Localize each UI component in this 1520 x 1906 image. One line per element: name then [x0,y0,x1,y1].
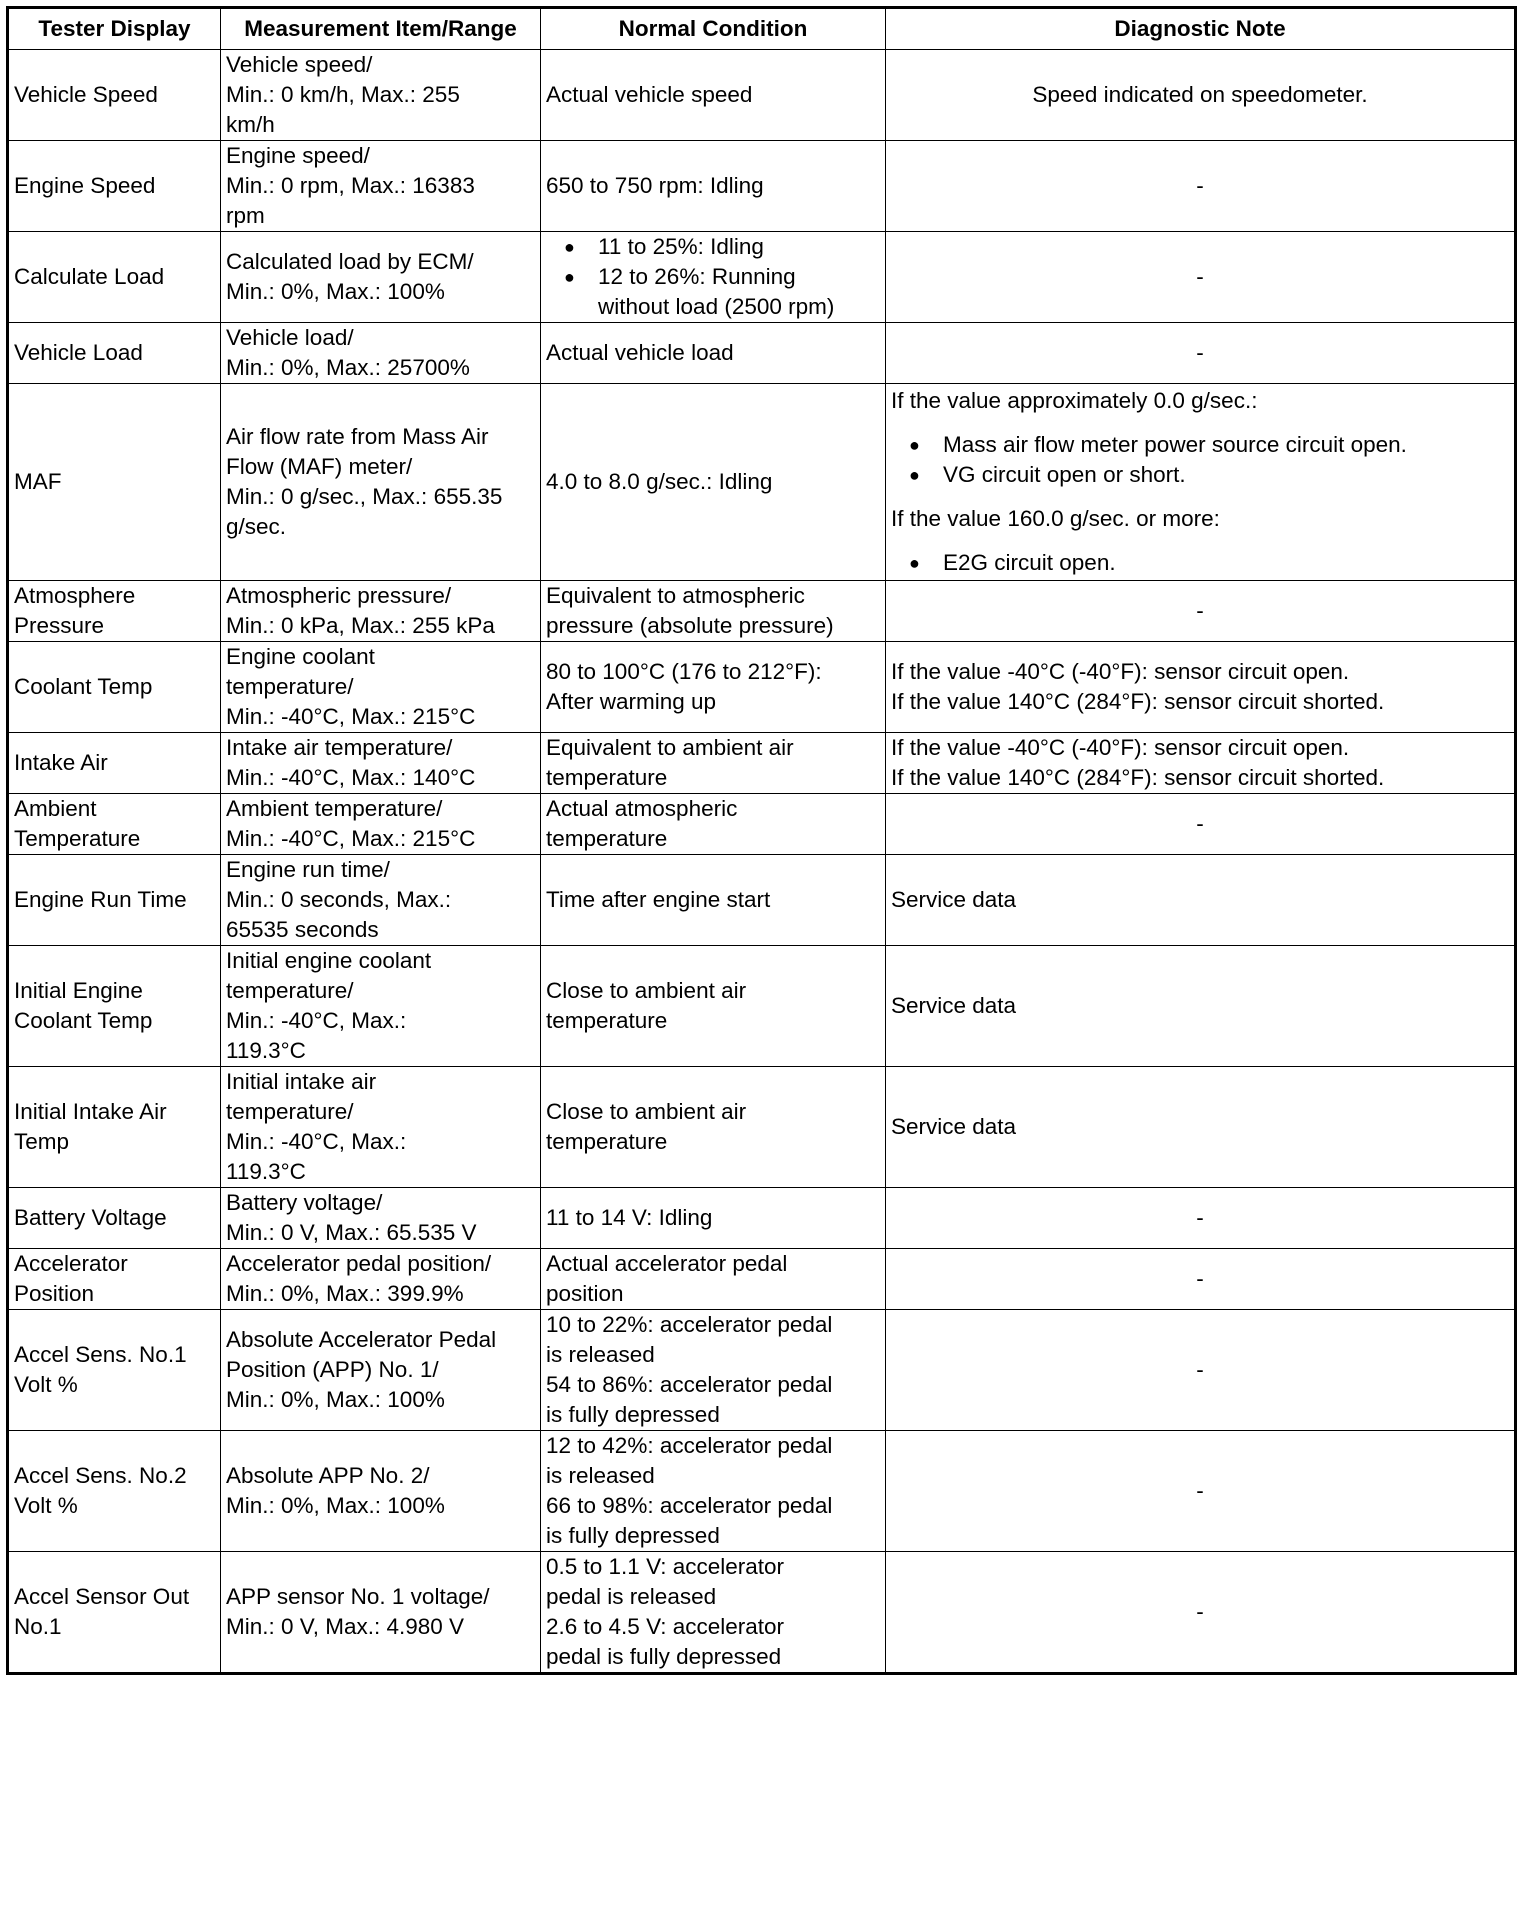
diagnostic-note-line: - [1196,264,1204,289]
measurement-item-line: Min.: 0 rpm, Max.: 16383 [226,173,475,198]
measurement-item-line: g/sec. [226,514,287,539]
measurement-item-line: Min.: 0%, Max.: 100% [226,1387,445,1412]
table-row [8,855,1516,946]
normal-condition-cell [541,141,886,232]
diagnostic-note-line: - [1196,1357,1204,1382]
measurement-item-line: 119.3°C [226,1038,306,1063]
diagnostic-note-cell [886,1067,1516,1188]
normal-condition-cell [541,1249,886,1310]
measurement-item-line: Accelerator pedal position/ [226,1251,492,1276]
diagnostic-note-line: Service data [891,1114,1017,1139]
normal-condition-line: Close to ambient air [546,978,747,1003]
diagnostic-note-line: If the value 140°C (284°F): sensor circuit shorted. [891,689,1385,714]
table-body [8,50,1516,1674]
measurement-item-line: Min.: 0 V, Max.: 65.535 V [226,1220,477,1245]
measurement-item-line: Position (APP) No. 1/ [226,1357,439,1382]
measurement-item-line: Min.: -40°C, Max.: [226,1008,407,1033]
diagnostic-note-line: Service data [891,993,1017,1018]
diagnostic-note-line: If the value 140°C (284°F): sensor circuit shorted. [891,765,1385,790]
tester-display-line: Accel Sensor Out [14,1584,190,1609]
tester-display-cell [8,855,221,946]
normal-condition-line: position [546,1281,624,1306]
tester-display-line: Vehicle Load [14,340,143,365]
tester-display-line: Coolant Temp [14,674,153,699]
measurement-item-line: Calculated load by ECM/ [226,249,474,274]
normal-condition-cell [541,1067,886,1188]
table-row [8,323,1516,384]
normal-condition-line: 66 to 98%: accelerator pedal [546,1493,833,1518]
measurement-item-line: Min.: 0%, Max.: 25700% [226,355,470,380]
measurement-item-line: Min.: -40°C, Max.: 215°C [226,826,476,851]
diagnostic-note-line: - [1196,340,1204,365]
measurement-item-line: Min.: -40°C, Max.: 215°C [226,704,476,729]
measurement-item-cell [221,1249,541,1310]
diagnostic-note-line: - [1196,1266,1204,1291]
tester-display-cell [8,232,221,323]
diagnostic-note-cell [886,794,1516,855]
diagnostic-note-cell [886,581,1516,642]
bullet-item: ● VG circuit open or short. [891,460,1509,490]
measurement-item-line: temperature/ [226,978,354,1003]
note-text: If the value 160.0 g/sec. or more: [891,506,1220,531]
table-row [8,642,1516,733]
tester-display-cell [8,642,221,733]
diagnostic-note-cell [886,232,1516,323]
data-list-table [6,6,1517,1675]
normal-condition-cell [541,794,886,855]
tester-display-line: Intake Air [14,750,108,775]
tester-display-cell [8,323,221,384]
measurement-item-cell [221,642,541,733]
normal-condition-line: After warming up [546,689,717,714]
tester-display-line: Volt % [14,1372,78,1397]
measurement-item-line: Min.: 0 V, Max.: 4.980 V [226,1614,465,1639]
measurement-item-cell [221,1431,541,1552]
normal-condition-cell [541,946,886,1067]
spacer [891,416,1509,430]
measurement-item-line: Min.: 0%, Max.: 100% [226,1493,445,1518]
diagnostic-note-line: - [1196,1599,1204,1624]
measurement-item-cell [221,1310,541,1431]
measurement-item-cell [221,733,541,794]
normal-condition-line: temperature [546,826,668,851]
measurement-item-line: Min.: 0 kPa, Max.: 255 kPa [226,613,495,638]
header-measurement-item: Measurement Item/Range [221,8,541,50]
measurement-item-line: Absolute Accelerator Pedal [226,1327,497,1352]
measurement-item-line: APP sensor No. 1 voltage/ [226,1584,490,1609]
table-row [8,232,1516,323]
table-row [8,141,1516,232]
normal-condition-line: is fully depressed [546,1402,720,1427]
normal-condition-line: is released [546,1463,655,1488]
tester-display-line: Engine Run Time [14,887,187,912]
normal-condition-line: 54 to 86%: accelerator pedal [546,1372,833,1397]
normal-condition-line: 4.0 to 8.0 g/sec.: Idling [546,469,773,494]
table-row [8,384,1516,581]
tester-display-line: Engine Speed [14,173,156,198]
normal-condition-cell [541,1310,886,1431]
diagnostic-note-line: - [1196,173,1204,198]
normal-condition-cell [541,1188,886,1249]
diagnostic-note-line: If the value -40°C (-40°F): sensor circuit open. [891,735,1350,760]
diagnostic-note-cell [886,1188,1516,1249]
bullet-line: ● 11 to 25%: Idling [598,234,764,259]
diagnostic-note-cell [886,384,1516,581]
diagnostic-note-cell [886,1310,1516,1431]
diagnostic-note-cell [886,1552,1516,1674]
note-bullets [891,548,1509,578]
normal-condition-line: pedal is fully depressed [546,1644,782,1669]
normal-condition-line: temperature [546,1129,668,1154]
normal-condition-line: is released [546,1342,655,1367]
tester-display-cell [8,1552,221,1674]
diagnostic-note-line: - [1196,598,1204,623]
measurement-item-line: Min.: 0%, Max.: 100% [226,279,445,304]
diagnostic-note-line: Service data [891,887,1017,912]
measurement-item-cell [221,1067,541,1188]
tester-display-line: Temperature [14,826,141,851]
tester-display-line: Vehicle Speed [14,82,158,107]
table-row [8,946,1516,1067]
tester-display-line: Atmosphere [14,583,136,608]
normal-condition-cell [541,855,886,946]
measurement-item-line: Min.: -40°C, Max.: 140°C [226,765,476,790]
normal-condition-line: Equivalent to atmospheric [546,583,805,608]
measurement-item-cell [221,384,541,581]
measurement-item-cell [221,581,541,642]
measurement-item-line: Flow (MAF) meter/ [226,454,413,479]
measurement-item-line: Initial intake air [226,1069,377,1094]
normal-condition-line: 11 to 14 V: Idling [546,1205,713,1230]
normal-condition-cell [541,1431,886,1552]
tester-display-cell [8,946,221,1067]
measurement-item-line: Engine speed/ [226,143,370,168]
normal-condition-cell [541,323,886,384]
tester-display-cell [8,1067,221,1188]
normal-condition-line: pressure (absolute pressure) [546,613,834,638]
normal-condition-cell [541,642,886,733]
normal-condition-line: is fully depressed [546,1523,720,1548]
diagnostic-note-line: - [1196,1478,1204,1503]
normal-condition-line: temperature [546,1008,668,1033]
normal-condition-cell [541,581,886,642]
measurement-item-line: 119.3°C [226,1159,306,1184]
normal-condition-line: temperature [546,765,668,790]
measurement-item-line: Absolute APP No. 2/ [226,1463,430,1488]
normal-condition-line: 12 to 42%: accelerator pedal [546,1433,833,1458]
diagnostic-note-line: Speed indicated on speedometer. [1032,82,1368,107]
tester-display-line: Position [14,1281,95,1306]
measurement-item-line: Engine coolant [226,644,375,669]
measurement-item-line: Vehicle load/ [226,325,354,350]
bullet-line: without load (2500 rpm) [598,294,835,319]
measurement-item-line: Atmospheric pressure/ [226,583,452,608]
table-row [8,1249,1516,1310]
diagnostic-note-line: If the value -40°C (-40°F): sensor circuit open. [891,659,1350,684]
spacer [891,534,1509,548]
tester-display-cell [8,1310,221,1431]
normal-condition-cell [541,384,886,581]
table-row [8,581,1516,642]
normal-condition-line: Actual vehicle load [546,340,734,365]
measurement-item-line: Intake air temperature/ [226,735,453,760]
tester-display-line: Ambient [14,796,97,821]
table-row [8,733,1516,794]
table-row [8,1552,1516,1674]
diagnostic-table-sheet [6,6,1514,1675]
table-row [8,50,1516,141]
measurement-item-line: Air flow rate from Mass Air [226,424,489,449]
bullet-item [546,262,880,322]
measurement-item-cell [221,1552,541,1674]
header-tester-display: Tester Display [8,8,221,50]
tester-display-line: Accelerator [14,1251,128,1276]
normal-condition-line: Actual vehicle speed [546,82,753,107]
note-text: If the value approximately 0.0 g/sec.: [891,388,1258,413]
bullet-item: ● Mass air flow meter power source circuit open. [891,430,1509,460]
normal-condition-line: 0.5 to 1.1 V: accelerator [546,1554,785,1579]
tester-display-line: Calculate Load [14,264,165,289]
tester-display-cell [8,141,221,232]
tester-display-line: Battery Voltage [14,1205,167,1230]
tester-display-cell [8,581,221,642]
diagnostic-note-line: - [1196,1205,1204,1230]
tester-display-cell [8,794,221,855]
tester-display-cell [8,1249,221,1310]
normal-condition-line: Close to ambient air [546,1099,747,1124]
measurement-item-line: rpm [226,203,265,228]
measurement-item-line: Battery voltage/ [226,1190,383,1215]
spacer [891,490,1509,504]
normal-condition-cell [541,733,886,794]
measurement-item-line: Engine run time/ [226,857,390,882]
measurement-item-line: Ambient temperature/ [226,796,443,821]
measurement-item-cell [221,232,541,323]
diagnostic-note-cell [886,141,1516,232]
normal-condition-bullets [546,232,880,322]
tester-display-cell [8,1431,221,1552]
measurement-item-line: Vehicle speed/ [226,52,373,77]
measurement-item-line: km/h [226,112,275,137]
tester-display-line: No.1 [14,1614,62,1639]
measurement-item-cell [221,50,541,141]
normal-condition-cell [541,232,886,323]
diagnostic-note-cell [886,642,1516,733]
measurement-item-cell [221,1188,541,1249]
normal-condition-line: pedal is released [546,1584,717,1609]
tester-display-cell [8,384,221,581]
tester-display-cell [8,733,221,794]
tester-display-line: Initial Intake Air [14,1099,167,1124]
measurement-item-cell [221,141,541,232]
header-diagnostic-note: Diagnostic Note [886,8,1516,50]
normal-condition-line: Actual atmospheric [546,796,738,821]
table-row [8,1067,1516,1188]
tester-display-line: MAF [14,469,62,494]
header-row [8,8,1516,50]
normal-condition-line: Equivalent to ambient air [546,735,794,760]
normal-condition-line: 2.6 to 4.5 V: accelerator [546,1614,785,1639]
normal-condition-line: 10 to 22%: accelerator pedal [546,1312,833,1337]
measurement-item-line: Initial engine coolant [226,948,432,973]
header-normal-condition: Normal Condition [541,8,886,50]
measurement-item-cell [221,323,541,384]
diagnostic-note-cell [886,1431,1516,1552]
measurement-item-line: temperature/ [226,1099,354,1124]
bullet-item [546,232,880,262]
tester-display-cell [8,50,221,141]
normal-condition-cell [541,50,886,141]
normal-condition-line: Actual accelerator pedal [546,1251,788,1276]
measurement-item-cell [221,946,541,1067]
tester-display-line: Pressure [14,613,105,638]
measurement-item-line: temperature/ [226,674,354,699]
table-row [8,1310,1516,1431]
table-row [8,1431,1516,1552]
diagnostic-note-cell [886,733,1516,794]
tester-display-line: Coolant Temp [14,1008,153,1033]
bullet-line: ● 12 to 26%: Running [598,264,796,289]
diagnostic-note-cell [886,323,1516,384]
tester-display-line: Volt % [14,1493,78,1518]
tester-display-line: Initial Engine [14,978,143,1003]
diagnostic-note-cell [886,855,1516,946]
normal-condition-line: 80 to 100°C (176 to 212°F): [546,659,822,684]
tester-display-line: Temp [14,1129,70,1154]
table-row [8,1188,1516,1249]
measurement-item-line: Min.: 0%, Max.: 399.9% [226,1281,464,1306]
tester-display-cell [8,1188,221,1249]
normal-condition-cell [541,1552,886,1674]
bullet-item: ● E2G circuit open. [891,548,1509,578]
diagnostic-note-cell [886,1249,1516,1310]
normal-condition-line: 650 to 750 rpm: Idling [546,173,764,198]
measurement-item-cell [221,855,541,946]
measurement-item-cell [221,794,541,855]
note-bullets [891,430,1509,490]
measurement-item-line: Min.: -40°C, Max.: [226,1129,407,1154]
diagnostic-note-cell [886,946,1516,1067]
measurement-item-line: 65535 seconds [226,917,379,942]
diagnostic-note-cell [886,50,1516,141]
diagnostic-note-line: - [1196,811,1204,836]
measurement-item-line: Min.: 0 km/h, Max.: 255 [226,82,460,107]
tester-display-line: Accel Sens. No.1 [14,1342,187,1367]
tester-display-line: Accel Sens. No.2 [14,1463,187,1488]
measurement-item-line: Min.: 0 g/sec., Max.: 655.35 [226,484,503,509]
measurement-item-line: Min.: 0 seconds, Max.: [226,887,452,912]
normal-condition-line: Time after engine start [546,887,771,912]
table-row [8,794,1516,855]
